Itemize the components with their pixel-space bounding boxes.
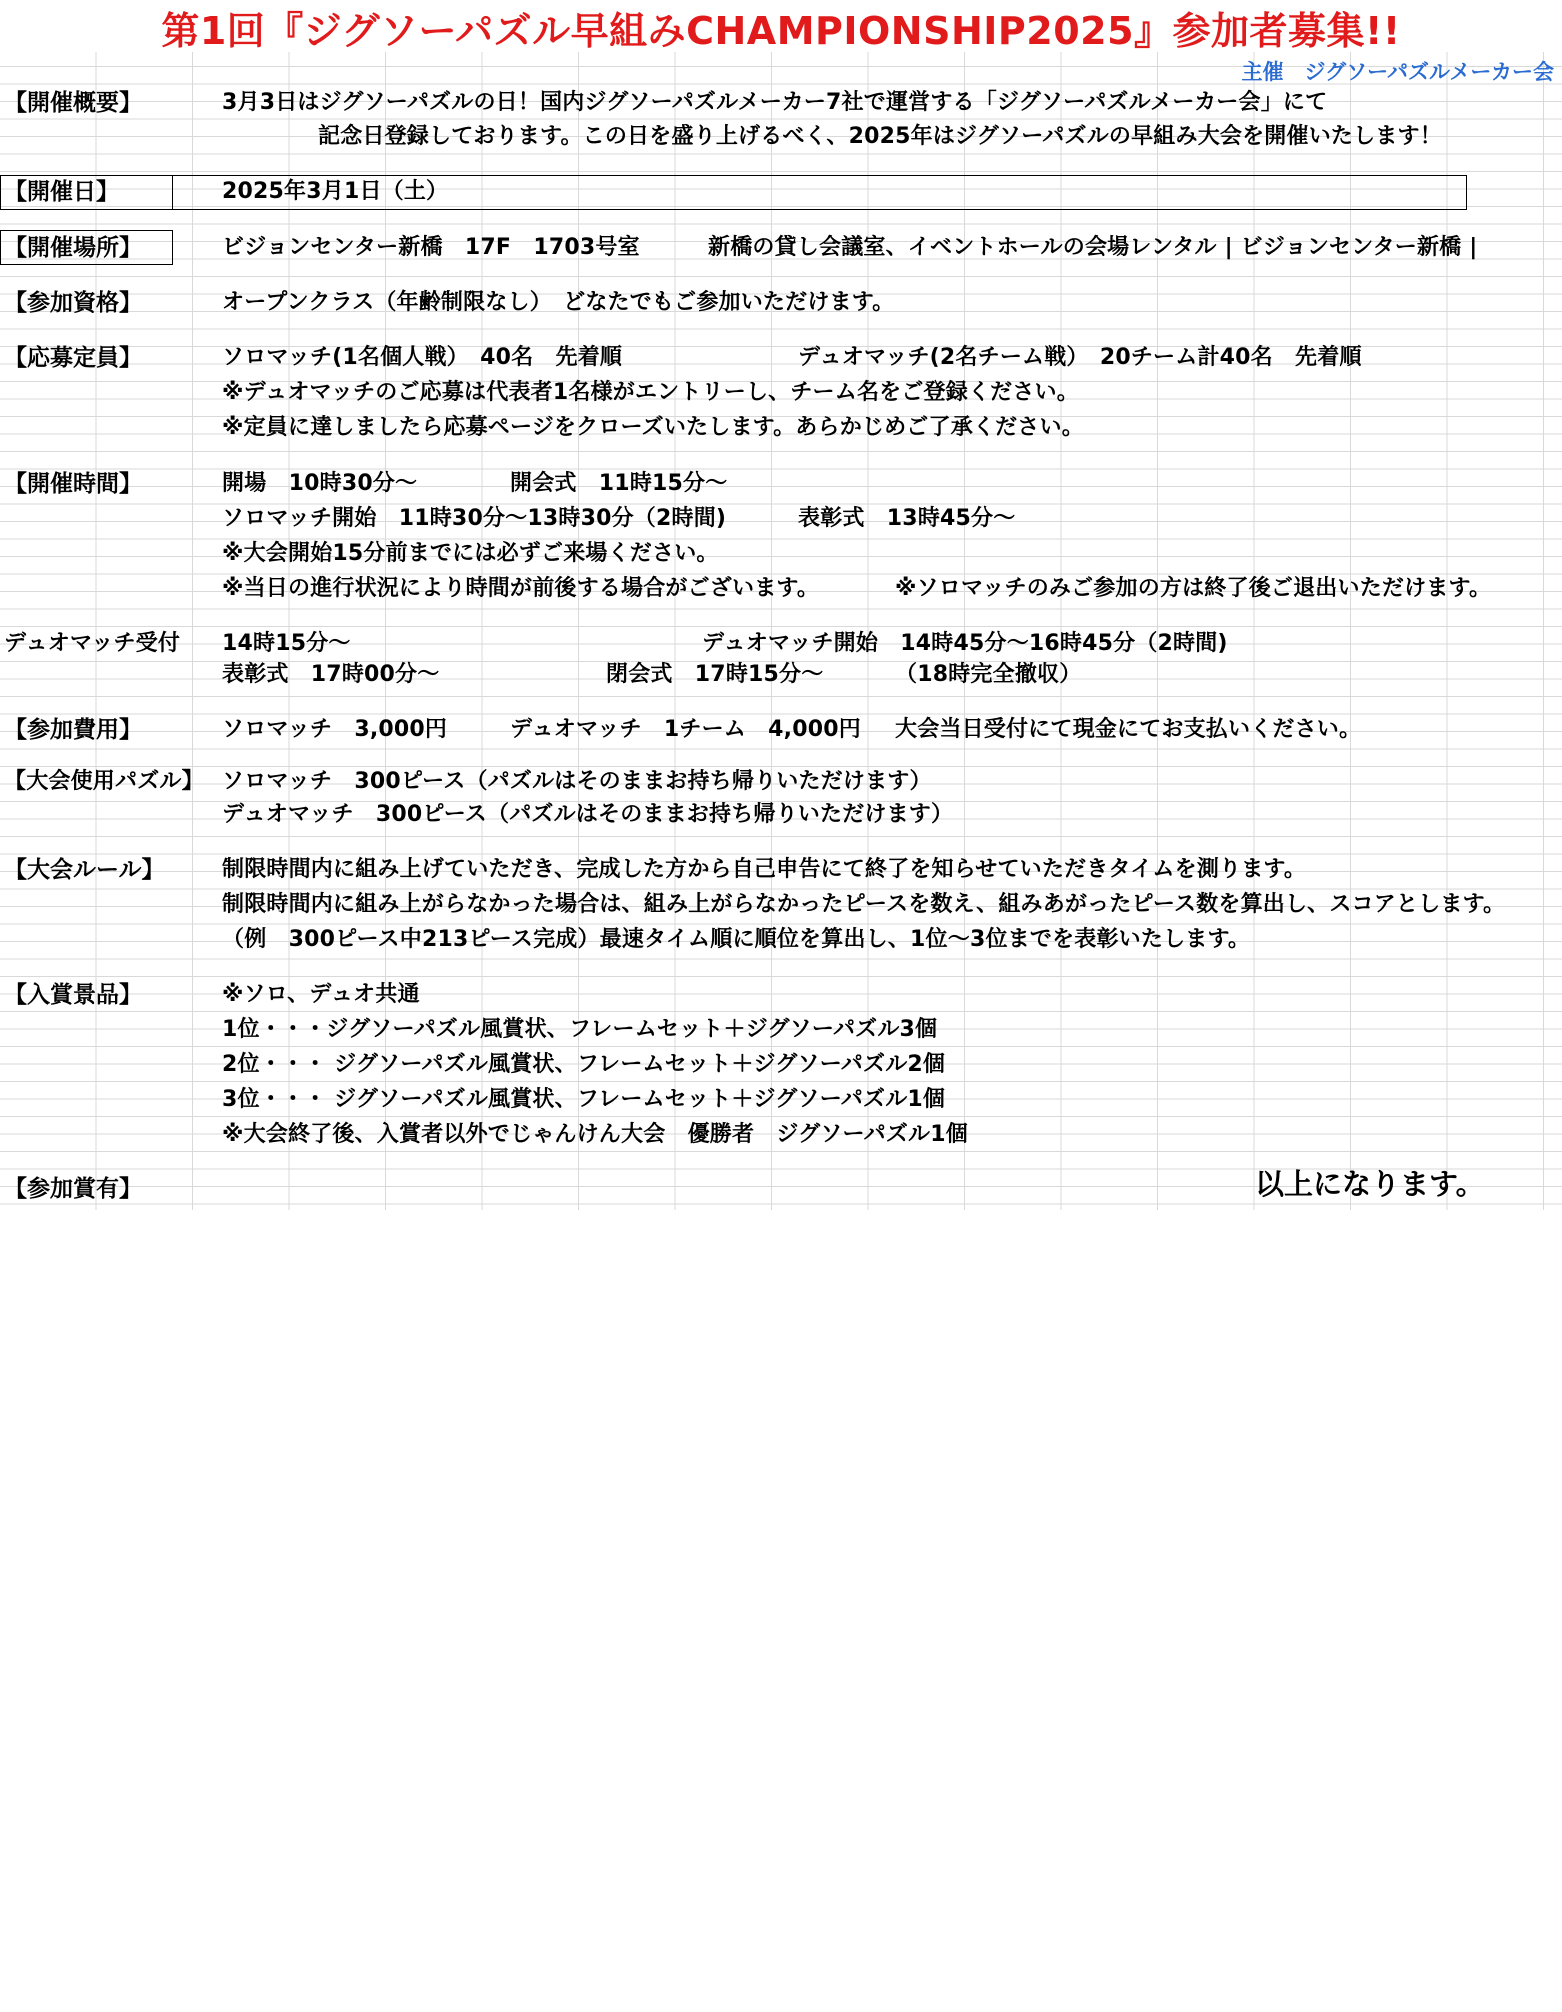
overview-line-1: 3月3日はジグソーパズルの日！国内ジグソーパズルメーカー7社で運営する「ジグソーパズルメーカー会」にて (222, 90, 1328, 115)
closing-text: 以上になります。 (1255, 1167, 1485, 1201)
duo-closing: 閉会式 17時15分～ (606, 662, 824, 687)
duo-cleanup: （18時完全撤収） (895, 662, 1082, 687)
prizes-second: 2位・・・ ジグソーパズル風賞状、フレームセット＋ジグソーパズル2個 (222, 1052, 946, 1077)
rules-line-3: （例 300ピース中213ピース完成）最速タイム順に順位を算出し、1位～3位までを表彰いたします。 (222, 927, 1251, 952)
puzzle-duo: デュオマッチ 300ピース（パズルはそのままお持ち帰りいただけます） (222, 802, 954, 827)
duo-start: デュオマッチ開始 14時45分～16時45分（2時間) (702, 631, 1228, 656)
sponsor-text: 主催 ジグソーパズルメーカー会 (1241, 60, 1554, 84)
schedule-open: 開場 10時30分～ (222, 471, 418, 496)
prizes-third: 3位・・・ ジグソーパズル風賞状、フレームセット＋ジグソーパズル1個 (222, 1087, 946, 1112)
capacity-label: 【応募定員】 (4, 345, 142, 371)
schedule-note-2: ※当日の進行状況により時間が前後する場合がございます。 (222, 576, 820, 601)
overview-line-2: 記念日登録しております。この日を盛り上げるべく、2025年はジグソーパズルの早組み大会を開催いたします！ (318, 124, 1442, 149)
prizes-first: 1位・・・ジグソーパズル風賞状、フレームセット＋ジグソーパズル3個 (222, 1017, 938, 1042)
fee-solo: ソロマッチ 3,000円 (222, 717, 448, 742)
eligibility-label: 【参加資格】 (4, 290, 142, 316)
duo-schedule-label: デュオマッチ受付 (4, 631, 181, 656)
venue-link[interactable]: 新橋の貸し会議室、イベントホールの会場レンタル | ビジョンセンター新橋 | (708, 235, 1478, 260)
eligibility-value: オープンクラス（年齢制限なし） どなたでもご参加いただけます。 (222, 290, 895, 315)
venue-label: 【開催場所】 (4, 235, 142, 261)
capacity-solo: ソロマッチ(1名個人戦） 40名 先着順 (222, 345, 623, 370)
duo-award: 表彰式 17時00分～ (222, 662, 440, 687)
schedule-note-3: ※ソロマッチのみご参加の方は終了後ご退出いただけます。 (895, 576, 1492, 601)
schedule-ceremony: 開会式 11時15分～ (510, 471, 728, 496)
puzzle-solo: ソロマッチ 300ピース（パズルはそのままお持ち帰りいただけます） (222, 769, 932, 794)
schedule-note-1: ※大会開始15分前までには必ずご来場ください。 (222, 541, 719, 566)
rules-line-1: 制限時間内に組み上げていただき、完成した方から自己申告にて終了を知らせていただきタイムを測ります。 (222, 857, 1307, 882)
overview-label: 【開催概要】 (4, 90, 142, 116)
schedule-solo-start: ソロマッチ開始 11時30分～13時30分（2時間) (222, 506, 727, 531)
prizes-janken: ※大会終了後、入賞者以外でじゃんけん大会 優勝者 ジグソーパズル1個 (222, 1122, 968, 1147)
schedule-award: 表彰式 13時45分～ (798, 506, 1016, 531)
date-label: 【開催日】 (4, 179, 119, 205)
capacity-note-1: ※デュオマッチのご応募は代表者1名様がエントリーし、チーム名をご登録ください。 (222, 380, 1079, 405)
schedule-label: 【開催時間】 (4, 471, 142, 497)
page-title: 第1回『ジグソーパズル早組みCHAMPIONSHIP2025』参加者募集!! (161, 9, 1401, 53)
capacity-note-2: ※定員に達しましたら応募ページをクローズいたします。あらかじめご了承ください。 (222, 415, 1084, 440)
fee-note: 大会当日受付にて現金にてお支払いください。 (895, 717, 1362, 742)
fee-duo: デュオマッチ 1チーム 4,000円 (510, 717, 861, 742)
date-row-border (0, 175, 1467, 210)
prizes-label: 【入賞景品】 (4, 982, 142, 1008)
rules-line-2: 制限時間内に組み上がらなかった場合は、組み上がらなかったピースを数え、組みあがったピース数を算出し、スコアとします。 (222, 892, 1506, 917)
fee-label: 【参加費用】 (4, 717, 142, 743)
venue-value: ビジョンセンター新橋 17F 1703号室 (222, 235, 640, 260)
rules-label: 【大会ルール】 (4, 857, 165, 883)
prizes-common: ※ソロ、デュオ共通 (222, 982, 420, 1007)
puzzle-label: 【大会使用パズル】 (4, 769, 204, 794)
capacity-duo: デュオマッチ(2名チーム戦） 20チーム計40名 先着順 (798, 345, 1362, 370)
date-value: 2025年3月1日（土） (222, 179, 449, 204)
participation-label: 【参加賞有】 (4, 1176, 142, 1202)
duo-reception: 14時15分～ (222, 631, 351, 656)
